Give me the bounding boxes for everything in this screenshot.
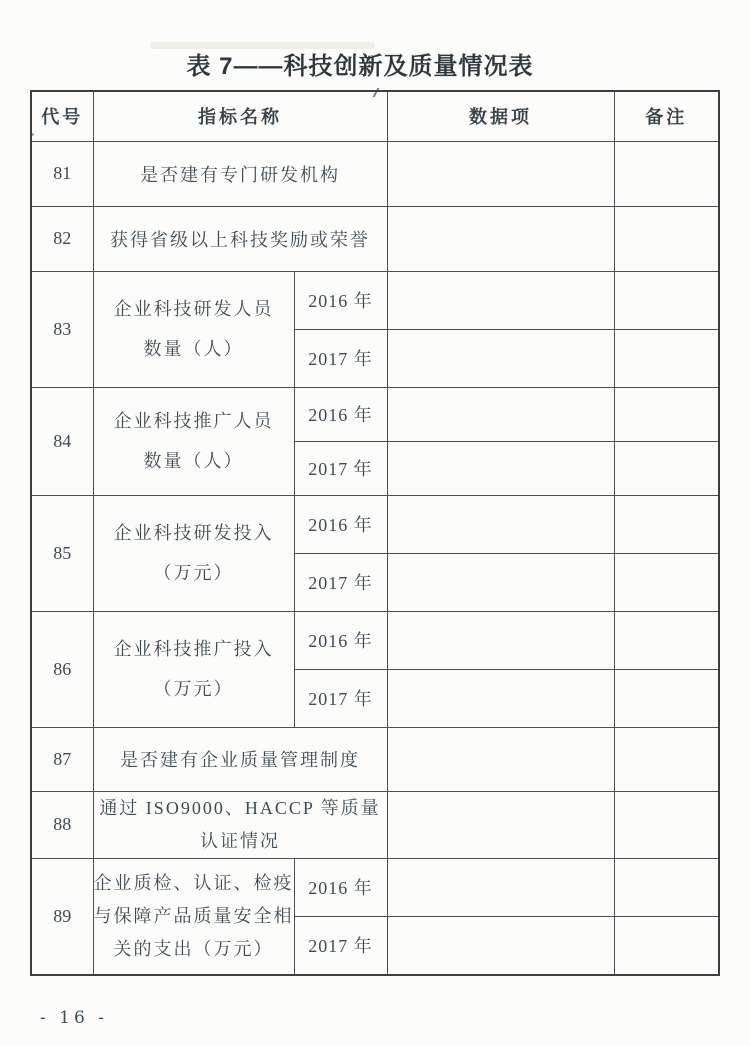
indicator-cell — [93, 611, 294, 727]
year-cell: 2017 年 — [294, 329, 387, 387]
year-cell: 2016 年 — [294, 858, 387, 916]
header-cell-data-item: 数据项 — [387, 91, 614, 141]
indicator-line: 企业科技研发人员 — [113, 299, 274, 319]
remark-cell — [614, 553, 719, 611]
indicator-line: 关的支出（万元） — [113, 938, 274, 959]
data-cell — [387, 441, 614, 495]
indicator-line: 认证情况 — [200, 830, 280, 851]
remark-cell — [614, 495, 719, 553]
data-cell — [387, 329, 614, 387]
page-number: - 16 - — [40, 1008, 108, 1028]
table-row — [31, 387, 719, 441]
indicator-cell — [93, 387, 294, 495]
table-row — [31, 858, 719, 916]
data-cell — [387, 669, 614, 727]
indicator-line: 数量（人） — [143, 451, 244, 471]
code-cell: 89 — [31, 858, 93, 975]
data-cell — [387, 791, 614, 858]
data-cell — [387, 553, 614, 611]
remark-cell — [614, 727, 719, 791]
header-row — [31, 91, 719, 141]
code-cell: 85 — [31, 495, 93, 611]
data-cell — [387, 858, 614, 916]
data-cell — [387, 387, 614, 441]
indicator-cell: 是否建有专门研发机构 — [93, 141, 387, 206]
table-row — [31, 791, 719, 858]
year-cell: 2016 年 — [294, 271, 387, 329]
table-row — [31, 611, 719, 669]
year-cell: 2017 年 — [294, 669, 387, 727]
code-cell: 82 — [31, 206, 93, 271]
indicator-cell: 获得省级以上科技奖励或荣誉 — [93, 206, 387, 271]
tech-innovation-quality-table — [30, 90, 720, 976]
remark-cell — [614, 611, 719, 669]
year-cell: 2016 年 — [294, 387, 387, 441]
table-row — [31, 141, 719, 206]
header-cell-indicator: 指标名称 — [93, 91, 387, 141]
year-cell: 2017 年 — [294, 553, 387, 611]
remark-cell — [614, 441, 719, 495]
remark-cell — [614, 141, 719, 206]
indicator-cell — [93, 858, 294, 975]
indicator-line: 通过 ISO9000、HACCP 等质量 — [99, 797, 381, 818]
indicator-line: 企业质检、认证、检疫 — [93, 872, 294, 893]
table-row — [31, 495, 719, 553]
indicator-cell — [93, 791, 387, 858]
indicator-line: （万元） — [153, 679, 234, 699]
remark-cell — [614, 206, 719, 271]
code-cell: 81 — [31, 141, 93, 206]
data-cell — [387, 141, 614, 206]
year-cell: 2016 年 — [294, 495, 387, 553]
indicator-line: 企业科技研发投入 — [113, 523, 274, 543]
table-row — [31, 206, 719, 271]
header-cell-remark: 备注 — [614, 91, 719, 141]
indicator-line: （万元） — [153, 563, 234, 583]
table-row — [31, 727, 719, 791]
scan-smudge — [150, 42, 375, 49]
remark-cell — [614, 271, 719, 329]
remark-cell — [614, 916, 719, 975]
year-cell: 2017 年 — [294, 441, 387, 495]
code-cell: 84 — [31, 387, 93, 495]
indicator-cell: 是否建有企业质量管理制度 — [93, 727, 387, 791]
remark-cell — [614, 669, 719, 727]
indicator-cell — [93, 495, 294, 611]
code-cell: 83 — [31, 271, 93, 387]
year-cell: 2016 年 — [294, 611, 387, 669]
table-row — [31, 271, 719, 329]
data-cell — [387, 271, 614, 329]
remark-cell — [614, 387, 719, 441]
indicator-line: 企业科技推广投入 — [113, 639, 274, 659]
data-cell — [387, 495, 614, 553]
code-cell: 87 — [31, 727, 93, 791]
remark-cell — [614, 329, 719, 387]
indicator-line: 与保障产品质量安全相 — [93, 905, 294, 926]
indicator-line: 企业科技推广人员 — [113, 411, 274, 431]
data-cell — [387, 611, 614, 669]
data-cell — [387, 727, 614, 791]
code-cell: 86 — [31, 611, 93, 727]
data-cell — [387, 206, 614, 271]
remark-cell — [614, 858, 719, 916]
remark-cell — [614, 791, 719, 858]
header-cell-code: 代号 — [31, 91, 93, 141]
code-cell: 88 — [31, 791, 93, 858]
page-title: 表 7——科技创新及质量情况表 — [186, 53, 534, 80]
year-cell: 2017 年 — [294, 916, 387, 975]
data-cell — [387, 916, 614, 975]
indicator-line: 数量（人） — [143, 339, 244, 359]
indicator-cell — [93, 271, 294, 387]
